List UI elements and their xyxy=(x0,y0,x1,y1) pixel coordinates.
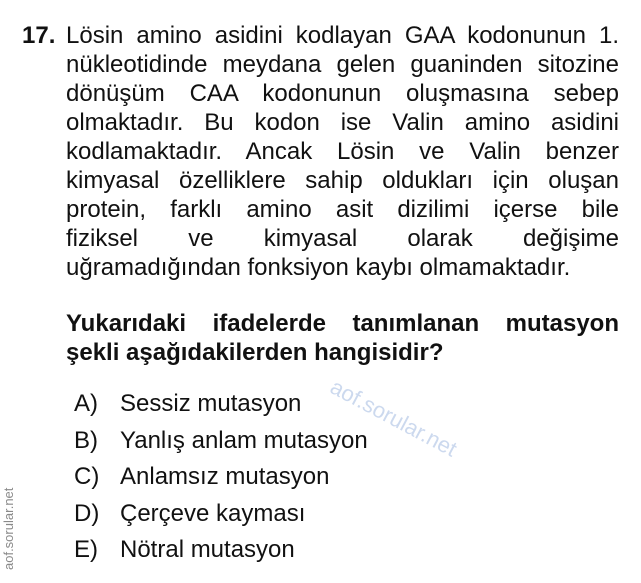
option-letter: A) xyxy=(74,390,98,417)
option-letter: B) xyxy=(74,426,98,454)
prompt-line: şekli aşağıdakilerden hangisidir? xyxy=(66,339,444,366)
question-stem xyxy=(66,21,619,282)
option-text: Çerçeve kayması xyxy=(120,499,306,527)
answer-options xyxy=(74,386,368,569)
stem-line: dönüşüm CAA kodonunun oluşmasına sebep xyxy=(66,80,619,107)
option-letter: C) xyxy=(74,463,100,490)
stem-line: uğramadığından fonksiyon kaybı olmamaktadır. xyxy=(66,254,571,281)
stem-line: Lösin amino asidini kodlayan GAA kodonunun 1. xyxy=(66,22,619,49)
option-letter: E) xyxy=(74,536,98,563)
option-c[interactable] xyxy=(74,459,368,496)
prompt-line: Yukarıdaki ifadelerde tanımlanan mutasyon xyxy=(66,310,619,337)
stem-line: protein, farklı amino asit dizilimi içerse bile xyxy=(66,196,619,223)
stem-line: fiziksel ve kimyasal olarak değişime xyxy=(66,225,619,252)
option-text: Yanlış anlam mutasyon xyxy=(120,426,368,454)
option-text: Sessiz mutasyon xyxy=(120,390,302,417)
option-e[interactable] xyxy=(74,532,368,569)
option-text: Anlamsız mutasyon xyxy=(120,463,330,490)
stem-line: kimyasal özelliklere sahip oldukları için oluşan xyxy=(66,167,619,194)
stem-line: olmaktadır. Bu kodon ise Valin amino asidini xyxy=(66,109,619,136)
option-b[interactable] xyxy=(74,423,368,460)
option-letter: D) xyxy=(74,499,100,527)
watermark-diagonal: aof.sorular.net xyxy=(326,374,462,462)
option-text: Nötral mutasyon xyxy=(120,536,295,563)
watermark-side: aof.sorular.net xyxy=(1,487,16,570)
stem-line: nükleotidinde meydana gelen guaninden sitozine xyxy=(66,51,619,78)
option-a[interactable] xyxy=(74,386,368,423)
stem-line: kodlamaktadır. Ancak Lösin ve Valin benzer xyxy=(66,138,619,165)
question-number: 17. xyxy=(22,22,56,49)
option-d[interactable] xyxy=(74,496,368,533)
question-prompt xyxy=(66,309,619,367)
